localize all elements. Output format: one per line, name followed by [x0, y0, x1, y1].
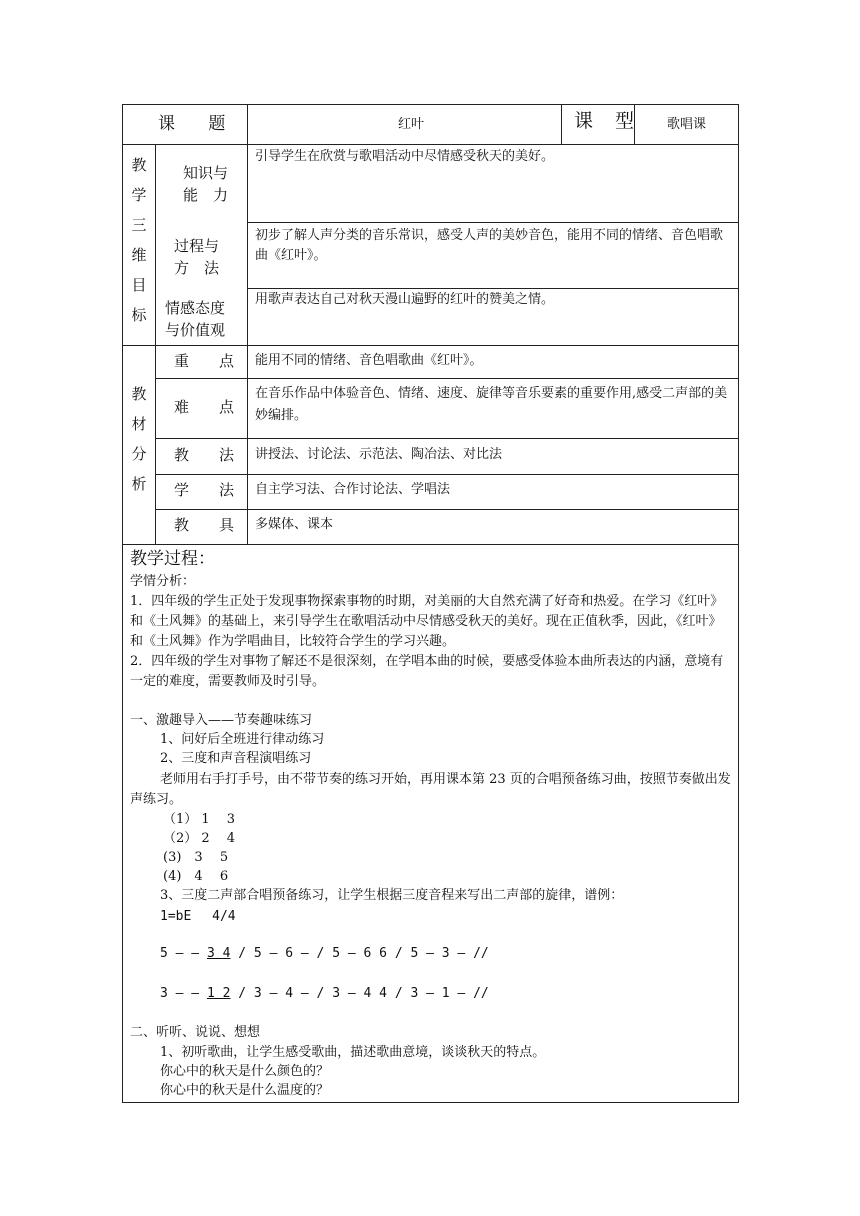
objective-label-knowledge: 知识与 能 力: [183, 164, 229, 204]
section2-question-1: 你心中的秋天是什么颜色的？: [160, 1064, 330, 1079]
row-divider: [122, 345, 739, 346]
course-title-value: 红叶: [398, 117, 425, 132]
row-divider: [247, 288, 739, 289]
analysis-group-label: 教材分析: [131, 385, 147, 493]
section2-heading: 二、听听、说说、想想: [130, 1025, 261, 1040]
analysis-content-teaching-aids: 多媒体、课本: [255, 517, 334, 532]
analysis-label-teaching-aids: 教 具: [174, 516, 235, 534]
situation-paragraph-2: 2．四年级的学生对事物了解还不是很深刻，在学唱本曲的时候，要感受体验本曲所表达的内涵，意境有一定的难度，需要教师及时引导。: [130, 654, 724, 689]
section1-item3: 3、三度二声部合唱预备练习，让学生根据三度音程来写出二声部的旋律，谱例：: [160, 888, 624, 903]
row-divider: [155, 474, 739, 475]
course-title-label: 课 题: [158, 114, 240, 134]
row-divider: [247, 222, 739, 223]
score-line-2: 3 — — 1 2 / 3 — 4 — / 3 — 4 4 / 3 — 1 — //: [160, 986, 489, 1001]
interval-3: (3) 3 5: [163, 850, 229, 865]
col-divider: [561, 104, 562, 144]
row-divider: [155, 509, 739, 510]
analysis-label-key-point: 重 点: [174, 352, 235, 370]
interval-2: （2） 2 4: [163, 831, 236, 846]
row-divider: [122, 144, 739, 145]
row-divider: [155, 378, 739, 379]
objective-label-process: 过程与 方 法: [174, 237, 220, 277]
section2-item1: 1、初听歌曲，让学生感受歌曲，描述歌曲意境，谈谈秋天的特点。: [160, 1045, 546, 1060]
situation-heading: 学情分析：: [130, 574, 196, 589]
row-divider: [122, 544, 739, 545]
analysis-label-learning-method: 学 法: [174, 481, 235, 499]
objective-content-attitude: 用歌声表达自己对秋天漫山遍野的红叶的赞美之情。: [255, 292, 555, 307]
analysis-content-teaching-method: 讲授法、讨论法、示范法、陶冶法、对比法: [255, 447, 503, 462]
analysis-label-difficulty: 难 点: [174, 398, 235, 416]
row-divider: [155, 438, 739, 439]
section1-item2-description: 老师用右手打手号，由不带节奏的练习开始，再用课本第 23 页的合唱预备练习曲，按照节奏做出发声练习。: [130, 772, 731, 807]
interval-4: (4) 4 6: [163, 869, 229, 884]
course-type-value: 歌唱课: [667, 117, 707, 132]
process-title: 教学过程：: [130, 549, 215, 569]
objective-content-knowledge: 引导学生在欣赏与歌唱活动中尽情感受秋天的美好。: [255, 149, 555, 164]
situation-paragraph-1: 1．四年级的学生正处于发现事物探索事物的时期，对美丽的大自然充满了好奇和热爱。在学习《红叶》和《土风舞》的基础上，来引导学生在歌唱活动中尽情感受秋天的美好。现在正值秋季，因此，《红叶》和《土风舞》作为学唱曲目，比较符合学生的学习兴趣。: [130, 594, 724, 649]
section1-heading: 一、激趣导入——节奏趣味练习: [130, 713, 313, 728]
section1-item1: 1、问好后全班进行律动练习: [160, 732, 325, 747]
interval-1: （1） 1 3: [163, 812, 236, 827]
col-divider: [247, 104, 248, 544]
analysis-content-key-point: 能用不同的情绪、音色唱歌曲《红叶》。: [255, 353, 483, 368]
analysis-label-teaching-method: 教 法: [174, 446, 235, 464]
objectives-group-label: 教学三维目标: [131, 156, 147, 324]
analysis-content-difficulty: 在音乐作品中体验音色、情绪、速度、旋律等音乐要素的重要作用,感受二声部的美妙编排。: [255, 386, 728, 423]
objective-label-attitude: 情感态度 与价值观: [165, 299, 226, 339]
analysis-content-learning-method: 自主学习法、合作讨论法、学唱法: [255, 482, 451, 497]
section1-item2: 2、三度和声音程演唱练习: [160, 751, 312, 766]
key-signature: 1=bE 4/4: [160, 909, 236, 924]
score-line-1: 5 — — 3 4 / 5 — 6 — / 5 — 6 6 / 5 — 3 — //: [160, 946, 489, 961]
col-divider: [155, 144, 156, 544]
course-type-label: 课 型: [574, 110, 643, 132]
section2-question-2: 你心中的秋天是什么温度的？: [160, 1083, 330, 1098]
objective-content-process: 初步了解人声分类的音乐常识，感受人声的美妙音色，能用不同的情绪、音色唱歌曲《红叶》。: [255, 228, 724, 263]
